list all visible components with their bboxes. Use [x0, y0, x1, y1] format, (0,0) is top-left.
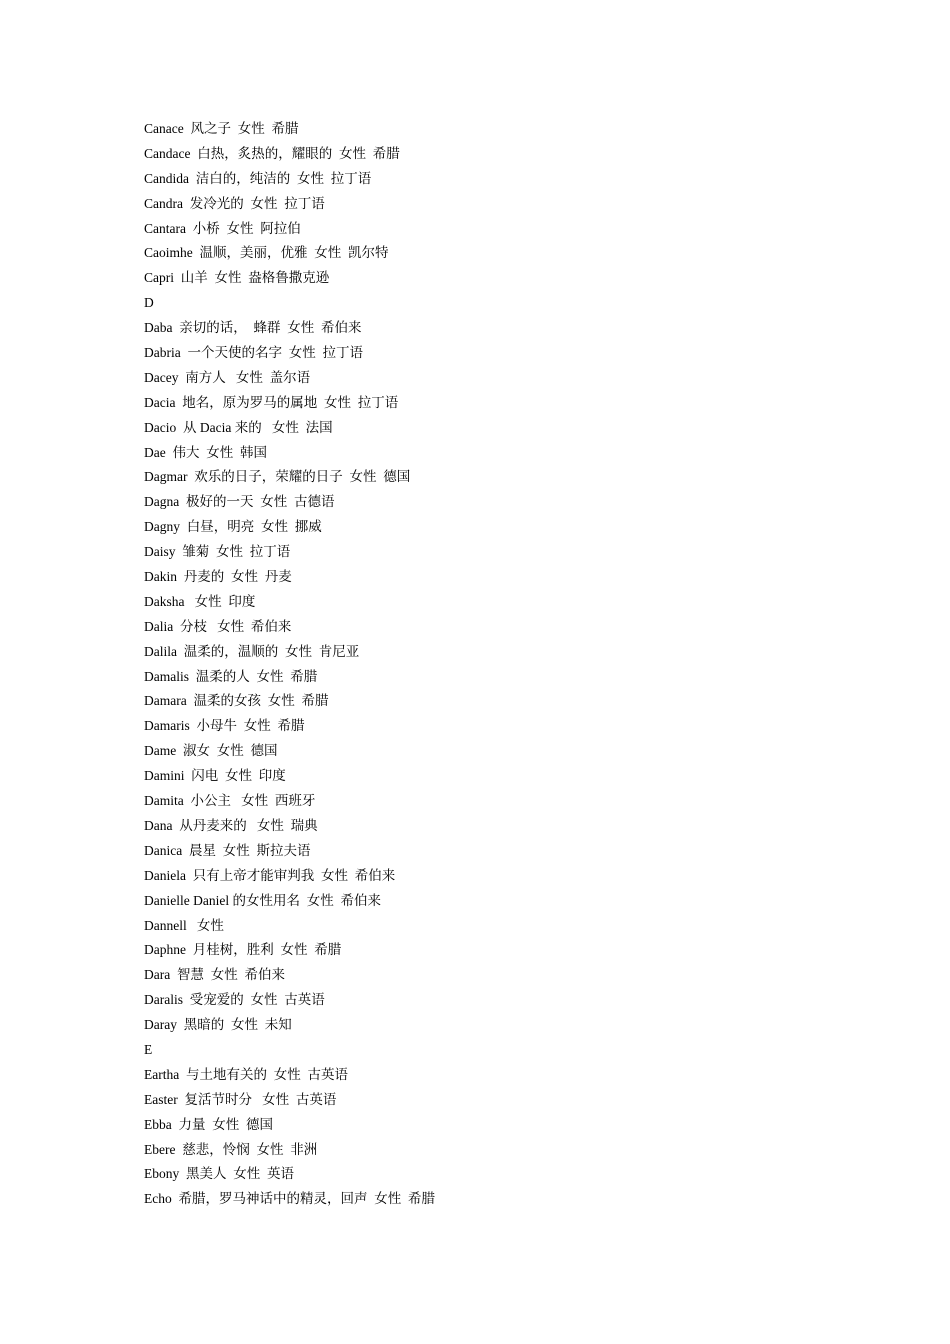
name-entry: Candra 发冷光的 女性 拉丁语	[144, 195, 325, 211]
name-entry: Easter 复活节时分 女性 古英语	[144, 1091, 337, 1107]
name-entry: Dagna 极好的一天 女性 古德语	[144, 494, 335, 510]
name-entry: Eartha 与土地有关的 女性 古英语	[144, 1066, 348, 1082]
name-entry: Capri 山羊 女性 盎格鲁撒克逊	[144, 270, 330, 286]
name-entry: Damita 小公主 女性 西班牙	[144, 793, 316, 809]
section-letter: E	[144, 1041, 153, 1057]
name-entry: Danica 晨星 女性 斯拉夫语	[144, 842, 311, 858]
name-entry: Damalis 温柔的人 女性 希腊	[144, 668, 318, 684]
name-entry: Cantara 小桥 女性 阿拉伯	[144, 220, 301, 236]
name-entry: Dalia 分枝 女性 希伯来	[144, 618, 292, 634]
name-entry: Damini 闪电 女性 印度	[144, 768, 286, 784]
name-entry: Dacia 地名，原为罗马的属地 女性 拉丁语	[144, 394, 399, 410]
name-list	[144, 117, 435, 1212]
name-entry: Dana 从丹麦来的 女性 瑞典	[144, 817, 318, 833]
name-entry: Caoimhe 温顺，美丽，优雅 女性 凯尔特	[144, 245, 389, 261]
name-entry: Ebba 力量 女性 德国	[144, 1116, 273, 1132]
name-entry: Daba 亲切的话， 蜂群 女性 希伯来	[144, 320, 362, 336]
name-entry: Dacey 南方人 女性 盖尔语	[144, 369, 311, 385]
name-entry: Daralis 受宠爱的 女性 古英语	[144, 992, 325, 1008]
name-entry: Danielle Daniel 的女性用名 女性 希伯来	[144, 892, 381, 908]
name-entry: Canace 风之子 女性 希腊	[144, 121, 299, 136]
name-entry: Dagny 白昼，明亮 女性 挪威	[144, 519, 322, 535]
name-entry: Daksha 女性 印度	[144, 593, 256, 609]
name-entry: Dacio 从 Dacia 来的 女性 法国	[144, 419, 333, 435]
name-entry: Echo 希腊，罗马神话中的精灵，回声 女性 希腊	[144, 1191, 435, 1207]
name-entry: Ebony 黑美人 女性 英语	[144, 1166, 294, 1182]
name-entry: Daniela 只有上帝才能审判我 女性 希伯来	[144, 867, 396, 883]
name-entry: Ebere 慈悲，怜悯 女性 非洲	[144, 1141, 318, 1157]
name-entry: Candace 白热，炙热的，耀眼的 女性 希腊	[144, 145, 400, 161]
name-entry: Dalila 温柔的，温顺的 女性 肯尼亚	[144, 643, 360, 659]
name-entry: Dae 伟大 女性 韩国	[144, 444, 267, 460]
name-entry: Dakin 丹麦的 女性 丹麦	[144, 569, 292, 585]
name-entry: Daisy 雏菊 女性 拉丁语	[144, 544, 291, 560]
name-entry: Daphne 月桂树，胜利 女性 希腊	[144, 942, 342, 958]
name-entry: Dame 淑女 女性 德国	[144, 743, 278, 759]
name-entry: Damaris 小母牛 女性 希腊	[144, 718, 305, 734]
name-entry: Dara 智慧 女性 希伯来	[144, 967, 285, 983]
name-entry: Candida 洁白的，纯洁的 女性 拉丁语	[144, 170, 372, 186]
name-entry: Daray 黑暗的 女性 未知	[144, 1017, 292, 1033]
section-letter: D	[144, 295, 154, 311]
name-entry: Dagmar 欢乐的日子，荣耀的日子 女性 德国	[144, 469, 411, 485]
name-entry: Dannell 女性	[144, 917, 224, 933]
name-entry: Dabria 一个天使的名字 女性 拉丁语	[144, 345, 363, 361]
name-entry: Damara 温柔的女孩 女性 希腊	[144, 693, 329, 709]
